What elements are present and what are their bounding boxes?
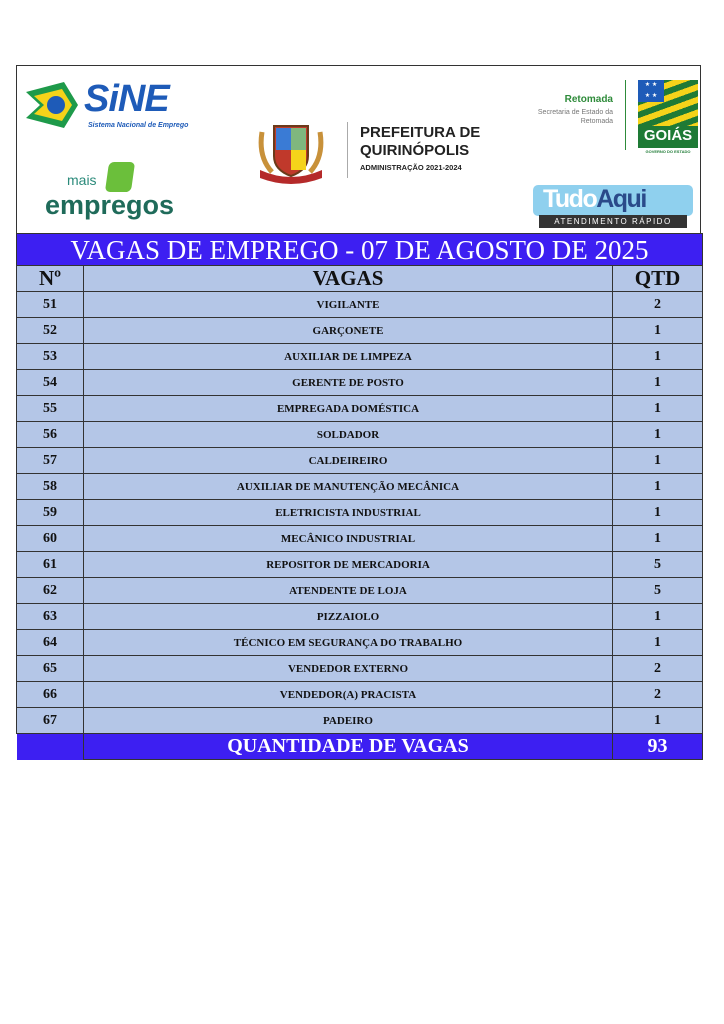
job-quantity: 1 [613, 448, 703, 474]
row-number: 58 [17, 474, 84, 500]
row-number: 57 [17, 448, 84, 474]
job-title: GERENTE DE POSTO [84, 370, 613, 396]
prefeitura-line1: PREFEITURA DE [360, 124, 481, 141]
job-title: GARÇONETE [84, 318, 613, 344]
total-value: 93 [613, 734, 703, 760]
job-title: TÉCNICO EM SEGURANÇA DO TRABALHO [84, 630, 613, 656]
job-title: VENDEDOR(A) PRACISTA [84, 682, 613, 708]
table-row [17, 422, 703, 448]
column-header-qtd: QTD [613, 266, 703, 292]
job-title: ELETRICISTA INDUSTRIAL [84, 500, 613, 526]
job-quantity: 1 [613, 474, 703, 500]
row-number: 64 [17, 630, 84, 656]
table-row [17, 292, 703, 318]
job-quantity: 1 [613, 422, 703, 448]
job-title: SOLDADOR [84, 422, 613, 448]
mais-text: mais [67, 172, 97, 188]
row-number: 67 [17, 708, 84, 734]
tudo-text: Tudo [543, 185, 597, 213]
table-row [17, 630, 703, 656]
table-row [17, 526, 703, 552]
prefeitura-line2: QUIRINÓPOLIS [360, 142, 470, 159]
row-number: 62 [17, 578, 84, 604]
job-title: REPOSITOR DE MERCADORIA [84, 552, 613, 578]
row-number: 55 [17, 396, 84, 422]
table-row [17, 604, 703, 630]
secretaria-text: Secretaria de Estado da Retomada [537, 109, 613, 125]
table-row [17, 318, 703, 344]
job-quantity: 1 [613, 708, 703, 734]
job-title: AUXILIAR DE LIMPEZA [84, 344, 613, 370]
job-title: VENDEDOR EXTERNO [84, 656, 613, 682]
job-quantity: 2 [613, 656, 703, 682]
job-quantity: 1 [613, 500, 703, 526]
job-quantity: 1 [613, 370, 703, 396]
table-row [17, 656, 703, 682]
table-row [17, 344, 703, 370]
job-quantity: 1 [613, 526, 703, 552]
goias-flag-icon: ★ ★ ★ ★ GOIÁS [638, 80, 698, 148]
job-title: ATENDENTE DE LOJA [84, 578, 613, 604]
row-number: 52 [17, 318, 84, 344]
total-label: QUANTIDADE DE VAGAS [84, 734, 613, 760]
row-number: 53 [17, 344, 84, 370]
goias-sub: GOVERNO DO ESTADO [645, 149, 691, 154]
job-quantity: 1 [613, 318, 703, 344]
table-row [17, 708, 703, 734]
job-quantity: 1 [613, 630, 703, 656]
column-header-num: Nº [17, 266, 84, 292]
job-quantity: 1 [613, 604, 703, 630]
job-title: VIGILANTE [84, 292, 613, 318]
job-title: AUXILIAR DE MANUTENÇÃO MECÂNICA [84, 474, 613, 500]
empty-cell [17, 734, 84, 760]
city-crest-icon [256, 122, 326, 184]
job-title: EMPREGADA DOMÉSTICA [84, 396, 613, 422]
column-header-vagas: VAGAS [84, 266, 613, 292]
divider [625, 80, 626, 150]
table-row [17, 474, 703, 500]
row-number: 56 [17, 422, 84, 448]
empregos-text: empregos [45, 190, 175, 220]
row-number: 61 [17, 552, 84, 578]
vagas-table [16, 233, 703, 760]
row-number: 59 [17, 500, 84, 526]
job-title: MECÂNICO INDUSTRIAL [84, 526, 613, 552]
job-quantity: 2 [613, 682, 703, 708]
row-number: 63 [17, 604, 84, 630]
retomada-text: Retomada [564, 94, 613, 105]
row-number: 65 [17, 656, 84, 682]
job-quantity: 1 [613, 396, 703, 422]
table-row [17, 448, 703, 474]
job-quantity: 1 [613, 344, 703, 370]
table-row [17, 500, 703, 526]
job-quantity: 5 [613, 578, 703, 604]
divider [347, 122, 348, 178]
row-number: 54 [17, 370, 84, 396]
sine-subtitle: Sistema Nacional de Emprego [88, 122, 189, 129]
table-row [17, 682, 703, 708]
table-row [17, 370, 703, 396]
person-icon [105, 162, 135, 192]
tudo-aqui-sub: ATENDIMENTO RÁPIDO [539, 215, 687, 228]
job-quantity: 5 [613, 552, 703, 578]
page-title: VAGAS DE EMPREGO - 07 DE AGOSTO DE 2025 [17, 234, 703, 266]
job-title: CALDEIREIRO [84, 448, 613, 474]
brazil-flag-icon [26, 82, 78, 128]
table-row [17, 578, 703, 604]
row-number: 60 [17, 526, 84, 552]
row-number: 66 [17, 682, 84, 708]
prefeitura-line3: ADMINISTRAÇÃO 2021-2024 [360, 163, 462, 172]
job-title: PIZZAIOLO [84, 604, 613, 630]
sine-name: SiNE [84, 78, 169, 120]
aqui-text: Aqui [596, 185, 646, 213]
table-row [17, 396, 703, 422]
row-number: 51 [17, 292, 84, 318]
tudo-aqui-logo [533, 185, 693, 229]
table-row [17, 552, 703, 578]
job-quantity: 2 [613, 292, 703, 318]
job-title: PADEIRO [84, 708, 613, 734]
goias-name: GOIÁS [643, 127, 693, 144]
total-row [17, 734, 703, 760]
